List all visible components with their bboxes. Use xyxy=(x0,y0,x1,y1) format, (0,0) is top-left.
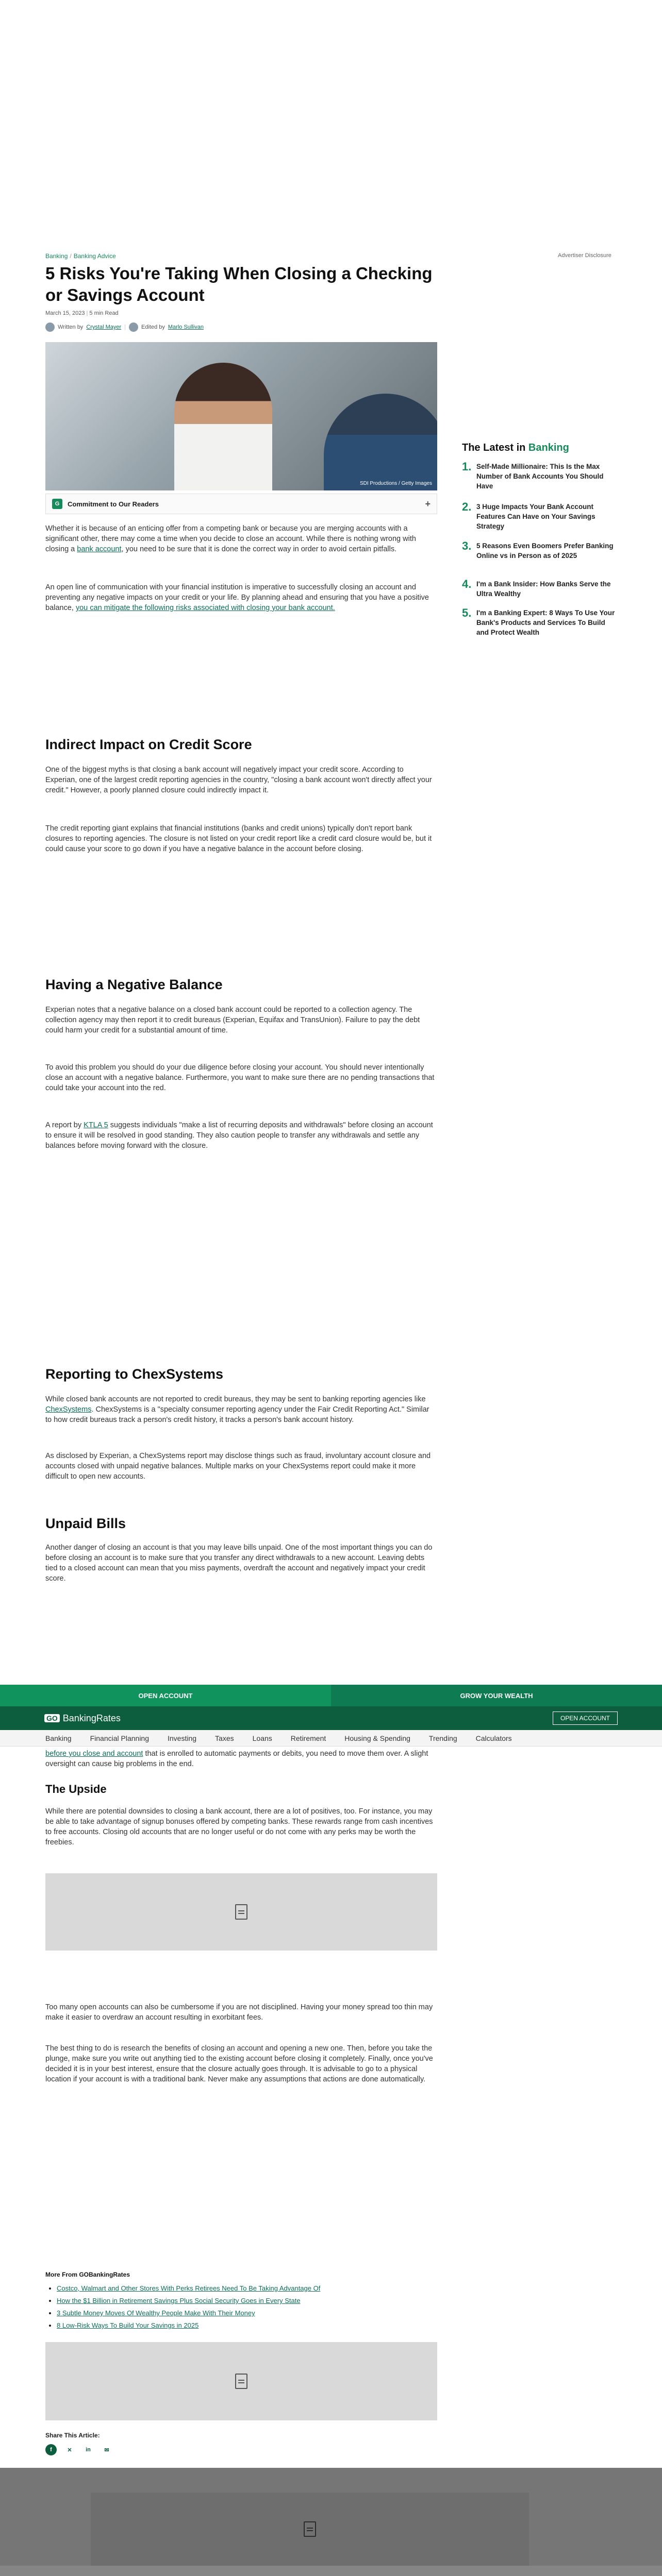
bank-account-link[interactable]: bank account xyxy=(77,545,122,553)
upside-paragraph-2: Too many open accounts can also be cumbersome if you are not disciplined. Having your money spread too thin may make it easier to overdraw an account resulting in exorbitant fees. xyxy=(45,2003,433,2022)
sidebar-item-4[interactable]: 4. I'm a Bank Insider: How Banks Serve the Ultra Wealthy xyxy=(462,578,611,598)
credit-paragraph-1: One of the biggest myths is that closing a bank account will negatively impact your credit score. According to Experian, one of the largest credit reporting agencies in the country, "closing a bank account won't directly affect your credit." However, a poorly planned closure could indirectly impact it. xyxy=(45,766,432,794)
share-title: Share This Article: xyxy=(45,2432,100,2439)
breadcrumb xyxy=(45,252,116,260)
more-link-4[interactable]: • 8 Low-Risk Ways To Build Your Savings in 2025 xyxy=(57,2320,443,2331)
commitment-label: Commitment to Our Readers xyxy=(68,500,159,508)
editor-link[interactable]: Marlo Sullivan xyxy=(168,324,204,330)
edited-by-label: Edited by xyxy=(141,324,165,330)
share-icons xyxy=(45,2444,112,2455)
read-time: 5 min Read xyxy=(89,310,119,316)
cut-off-paragraph: before you close and account that is enrolled to automatic payments or debits, you need to move them over. A slight oversight can cause big problems in the end. xyxy=(45,1750,428,1768)
author-avatar xyxy=(45,323,55,332)
article-meta: March 15, 2023 | 5 min Read xyxy=(45,310,119,316)
author-link[interactable]: Crystal Mayer xyxy=(86,324,122,330)
bills-paragraph: Another danger of closing an account is that you may leave bills unpaid. One of the most important things you can do before closing an account is to make sure that you transfer any direct withdrawals to a new account. Leaving debts tied to a closed account can mean that you miss payments, overdraft the account and negatively impact your credit score. xyxy=(45,1544,433,1583)
nav-financial-planning[interactable]: Financial Planning xyxy=(90,1734,149,1742)
sidebar-item-1[interactable]: 1. Self-Made Millionaire: This Is the Max Number of Bank Accounts You Should Have xyxy=(462,460,604,490)
advertiser-disclosure[interactable]: Advertiser Disclosure xyxy=(558,252,611,259)
mitigate-risks-link[interactable]: you can mitigate the following risks associated with closing your bank account. xyxy=(75,604,335,612)
chex-paragraph-1: While closed bank accounts are not reported to credit bureaus, they may be sent to banking reporting agencies like ChexSystems. ChexSystems is a "specialty consumer reporting agency under the Fair Credit Reporting Act." Similar to how credit bureaus track a person's credit history, it tracks a person's bank account history. xyxy=(45,1395,429,1424)
negative-paragraph-2: To avoid this problem you should do your due diligence before closing your account. You should never intentionally close an account with a negative balance. Furthermore, you want to make sure there are no pending transactions that could take your account into the red. xyxy=(45,1063,435,1092)
category-nav xyxy=(0,1730,662,1747)
close-account-link[interactable]: before you close and account xyxy=(45,1750,143,1758)
article-title: 5 Risks You're Taking When Closing a Checking or Savings Account xyxy=(45,264,433,304)
expand-plus-icon[interactable]: + xyxy=(425,498,431,509)
byline: Written by Crystal Mayer | Edited by Marlo Sullivan xyxy=(45,323,204,332)
more-link-3[interactable]: • 3 Subtle Money Moves Of Wealthy People Make With Their Money xyxy=(57,2308,443,2318)
editor-avatar xyxy=(129,323,138,332)
hero-person-woman xyxy=(174,363,272,490)
document-icon xyxy=(235,2374,247,2389)
open-account-cta[interactable]: OPEN ACCOUNT xyxy=(0,1685,331,1706)
intro-paragraph-2: An open line of communication with your financial institution is imperative to successfully closing an account and preventing any negative impacts on your credit or your life. By planning ahead and ensuring that you have a positive balance, you can mitigate the following risks associated with closing your bank account. xyxy=(45,583,429,612)
heading-chexsystems: Reporting to ChexSystems xyxy=(45,1366,224,1382)
breadcrumb-banking-advice[interactable]: Banking Advice xyxy=(73,252,116,260)
linkedin-icon[interactable]: in xyxy=(86,2447,91,2453)
nav-investing[interactable]: Investing xyxy=(168,1734,197,1742)
nav-loans[interactable]: Loans xyxy=(252,1734,272,1742)
credit-paragraph-2: The credit reporting giant explains that financial institutions (banks and credit unions) typically don't report bank closures to reporting agencies. The closure is not listed on your credit report like a credit card closure would be, but it could cause your score to go down if you have a negative balance in the account before closing. xyxy=(45,824,432,853)
heading-negative-balance: Having a Negative Balance xyxy=(45,977,223,992)
upside-paragraph-3: The best thing to do is research the benefits of closing an account and opening a new one. Then, before you take the plunge, make sure you write out anything tied to the existing account before closing it completely. Finally, once you've decided it is in your best interest, ensure that the closure actually goes through. It is advisable to go to a physical location if your account is with a traditional bank. Never make any assumptions that actions are done automatically. xyxy=(45,2044,433,2083)
ad-placeholder-1 xyxy=(45,1873,437,1951)
document-icon xyxy=(235,1904,247,1920)
negative-paragraph-3: A report by KTLA 5 suggests individuals "make a list of recurring deposits and withdrawals" before closing an account to ensure it will be resolved in good standing. They also caution people to transfer any withdrawals and settle any balances before moving forward with the closure. xyxy=(45,1121,433,1150)
sidebar-item-5[interactable]: 5. I'm a Banking Expert: 8 Ways To Use Your Bank's Products and Services To Build and Protect Wealth xyxy=(462,606,615,636)
nav-taxes[interactable]: Taxes xyxy=(215,1734,234,1742)
x-icon[interactable]: ✕ xyxy=(67,2447,72,2453)
intro-paragraph-1: Whether it is because of an enticing offer from a competing bank or because you are merging accounts with a significant other, there may come a time when you decide to close an account. While there is nothing wrong with closing a bank account, you need to be sure that it is done the correct way in order to avoid certain pitfalls. xyxy=(45,524,416,553)
sidebar-item-2[interactable]: 2. 3 Huge Impacts Your Bank Account Features Can Have on Your Savings Strategy xyxy=(462,500,595,530)
nav-calculators[interactable]: Calculators xyxy=(475,1734,512,1742)
gbr-logo-icon: G xyxy=(52,499,62,509)
breadcrumb-separator: / xyxy=(70,252,72,260)
nav-banking[interactable]: Banking xyxy=(45,1734,72,1742)
nav-trending[interactable]: Trending xyxy=(428,1734,457,1742)
header-open-account-button[interactable]: OPEN ACCOUNT xyxy=(553,1711,618,1725)
ktla-link[interactable]: KTLA 5 xyxy=(84,1121,108,1129)
hero-person-client xyxy=(324,394,437,490)
facebook-icon[interactable]: f xyxy=(45,2444,57,2455)
cta-bar xyxy=(0,1685,662,1706)
ad-placeholder-2 xyxy=(45,2342,437,2420)
sidebar-item-3[interactable]: 3. 5 Reasons Even Boomers Prefer Banking Online vs in Person as of 2025 xyxy=(462,539,614,560)
modal-backdrop[interactable] xyxy=(0,2468,662,2576)
more-link-1[interactable]: • Costco, Walmart and Other Stores With Perks Retirees Need To Be Taking Advantage Of xyxy=(57,2283,443,2294)
negative-paragraph-1: Experian notes that a negative balance on a closed bank account could be reported to a collection agency. The collection agency may then report it to credit bureaus (Experian, Equifax and TransUnion). Failure to pay the debt could harm your credit for a substantial amount of time. xyxy=(45,1006,420,1035)
chexsystems-link[interactable]: ChexSystems xyxy=(45,1405,92,1414)
sidebar-title: The Latest in Banking xyxy=(462,442,569,453)
nav-retirement[interactable]: Retirement xyxy=(290,1734,326,1742)
hero-credit: SDI Productions / Getty Images xyxy=(359,481,432,486)
publish-date: March 15, 2023 xyxy=(45,310,85,316)
nav-housing-spending[interactable]: Housing & Spending xyxy=(344,1734,410,1742)
heading-upside: The Upside xyxy=(45,1783,107,1795)
site-logo[interactable]: GO BankingRates xyxy=(44,1713,121,1724)
upside-paragraph-1: While there are potential downsides to closing a bank account, there are a lot of positives, too. For instance, you may be able to take advantage of signup bonuses offered by competing banks. These rewards range from cash incentives to free accounts. Closing old accounts that are no longer useful or do not come with any perks may be worth the freebies. xyxy=(45,1807,433,1846)
more-from-list xyxy=(52,2283,443,2333)
email-icon[interactable]: ✉ xyxy=(104,2447,109,2453)
hero-image xyxy=(45,342,437,490)
more-from-title: More From GOBankingRates xyxy=(45,2271,130,2278)
breadcrumb-banking[interactable]: Banking xyxy=(45,252,68,260)
more-link-2[interactable]: • How the $1 Billion in Retirement Savings Plus Social Security Goes in Every State xyxy=(57,2296,443,2306)
written-by-label: Written by xyxy=(58,324,84,330)
site-header xyxy=(0,1706,662,1730)
heading-credit-score: Indirect Impact on Credit Score xyxy=(45,737,252,752)
commitment-accordion[interactable] xyxy=(45,494,437,514)
chex-paragraph-2: As disclosed by Experian, a ChexSystems report may disclose things such as fraud, involuntary account closure and accounts closed with unpaid negative balances. Multiple marks on your ChexSystems report could make it more difficult to open new accounts. xyxy=(45,1452,431,1481)
grow-wealth-cta[interactable]: GROW YOUR WEALTH xyxy=(331,1685,662,1706)
heading-unpaid-bills: Unpaid Bills xyxy=(45,1516,126,1531)
